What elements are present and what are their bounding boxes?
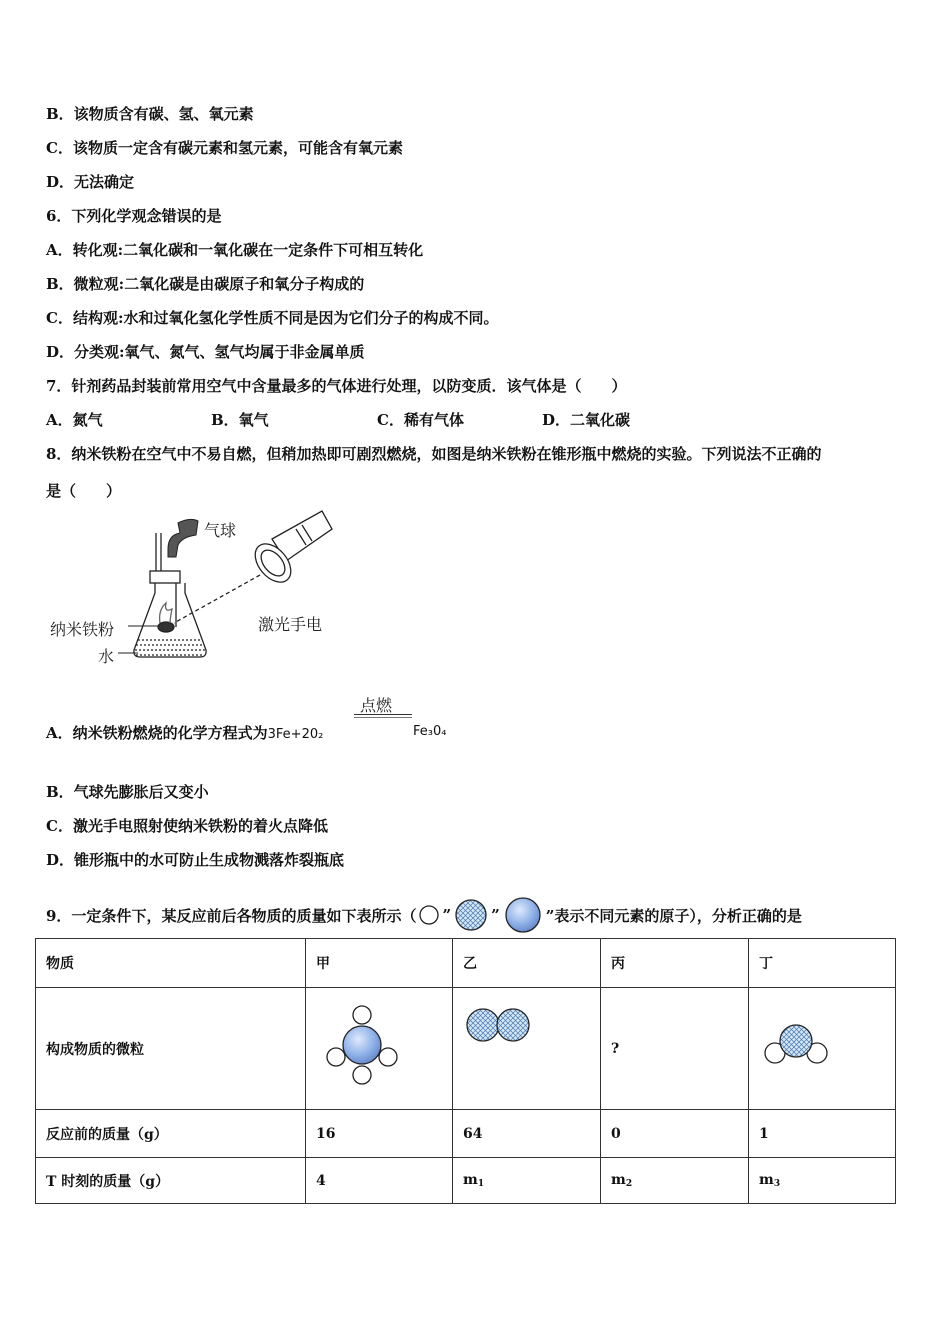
- equation-arrow-line-2: [354, 717, 412, 718]
- table-row-particles: [36, 988, 896, 1110]
- q8-option-a-text: A．纳米铁粉燃烧的化学方程式为: [46, 724, 268, 742]
- table-row-before: [36, 1110, 896, 1158]
- q5-option-b: B．该物质含有碳、氢、氧元素: [46, 105, 254, 123]
- q9-table: [35, 938, 896, 1204]
- q5-option-d: D．无法确定: [46, 173, 135, 191]
- q6-option-a: A．转化观:二氧化碳和一氧化碳在一定条件下可相互转化: [46, 241, 424, 259]
- header-cell: 物质: [36, 939, 306, 988]
- q8-option-c: C．激光手电照射使纳米铁粉的着火点降低: [46, 817, 328, 835]
- equation-right: Fe₃0₄: [413, 724, 447, 739]
- balloon-icon: [168, 519, 198, 557]
- label-water: 水: [98, 647, 115, 666]
- jia-particle-cell: [306, 988, 453, 1110]
- m-letter: m: [611, 1172, 626, 1188]
- yi-particle-cell: [453, 988, 601, 1110]
- bing-particle-cell: ?: [601, 988, 749, 1110]
- before-value: 64: [453, 1110, 601, 1158]
- m-sub-1: 1: [477, 1179, 485, 1189]
- q7-stem: 7．针剂药品封装前常用空气中含量最多的气体进行处理，以防变质．该气体是（ ）: [46, 377, 627, 395]
- q9-stem-pre: 9．一定条件下，某反应前后各物质的质量如下表所示（: [46, 906, 417, 925]
- t-value-jia: 4: [306, 1158, 453, 1204]
- q5-option-c: C．该物质一定含有碳元素和氢元素，可能含有氧元素: [46, 139, 403, 157]
- header-cell: 甲: [306, 939, 453, 988]
- yi-molecule-icon: [453, 988, 580, 1048]
- ding-molecule-icon: [749, 997, 889, 1097]
- blue-atom-icon: [502, 896, 544, 934]
- before-value: 16: [306, 1110, 453, 1158]
- t-value-yi: [453, 1158, 601, 1204]
- white-atom-icon: [418, 904, 440, 926]
- before-value: 0: [601, 1110, 749, 1158]
- experiment-figure: [40, 505, 360, 675]
- q9-quote-1: ”: [442, 906, 452, 924]
- t-value-bing: [601, 1158, 749, 1204]
- q7-option-b: B．氧气: [211, 411, 269, 429]
- equation-arrow-line: [354, 714, 412, 715]
- before-label: 反应前的质量（g）: [36, 1110, 306, 1158]
- m-sub-3: 3: [773, 1179, 781, 1189]
- ding-particle-cell: [749, 988, 896, 1110]
- m-sub-2: 2: [625, 1179, 633, 1189]
- q6-option-b: B．微粒观:二氧化碳是由碳原子和氧分子构成的: [46, 275, 365, 293]
- q6-stem: 6．下列化学观念错误的是: [46, 207, 222, 225]
- label-iron-powder: 纳米铁粉: [50, 620, 115, 639]
- q8-option-d: D．锥形瓶中的水可防止生成物溅落炸裂瓶底: [46, 851, 345, 869]
- q7-option-a: A．氮气: [46, 411, 103, 429]
- flashlight-icon: [248, 511, 332, 589]
- header-cell: 丙: [601, 939, 749, 988]
- q7-option-d: D．二氧化碳: [542, 411, 631, 429]
- label-balloon: 气球: [204, 521, 237, 540]
- t-label: T 时刻的质量（g）: [36, 1158, 306, 1204]
- label-flashlight: 激光手电: [258, 615, 323, 634]
- table-header-row: [36, 939, 896, 988]
- q8-stem: 8．纳米铁粉在空气中不易自燃，但稍加热即可剧烈燃烧，如图是纳米铁粉在锥形瓶中燃烧的实验。下列说法不正确的: [46, 445, 822, 463]
- q8-option-a: [46, 722, 323, 743]
- m-letter: m: [759, 1172, 774, 1188]
- q8-option-b: B．气球先膨胀后又变小: [46, 783, 209, 801]
- before-value: 1: [749, 1110, 896, 1158]
- equation-condition: 点燃: [360, 696, 393, 715]
- header-cell: 丁: [749, 939, 896, 988]
- header-cell: 乙: [453, 939, 601, 988]
- hatched-atom-icon: [453, 898, 489, 932]
- q7-option-c: C．稀有气体: [377, 411, 464, 429]
- q9-stem-post: ”表示不同元素的原子），分析正确的是: [545, 906, 802, 925]
- jia-molecule-icon: [306, 997, 432, 1097]
- q8-stem-end: 是（ ）: [46, 482, 122, 500]
- table-row-t: [36, 1158, 896, 1204]
- q6-option-d: D．分类观:氧气、氮气、氢气均属于非金属单质: [46, 343, 365, 361]
- m-letter: m: [463, 1172, 478, 1188]
- q6-option-c: C．结构观:水和过氧化氢化学性质不同是因为它们分子的构成不同。: [46, 309, 499, 327]
- particles-label: 构成物质的微粒: [36, 988, 306, 1110]
- t-value-ding: [749, 1158, 896, 1204]
- q9-quote-2: ”: [491, 906, 500, 924]
- q9-stem: [46, 896, 802, 934]
- equation-left: 3Fe+20₂: [267, 727, 324, 742]
